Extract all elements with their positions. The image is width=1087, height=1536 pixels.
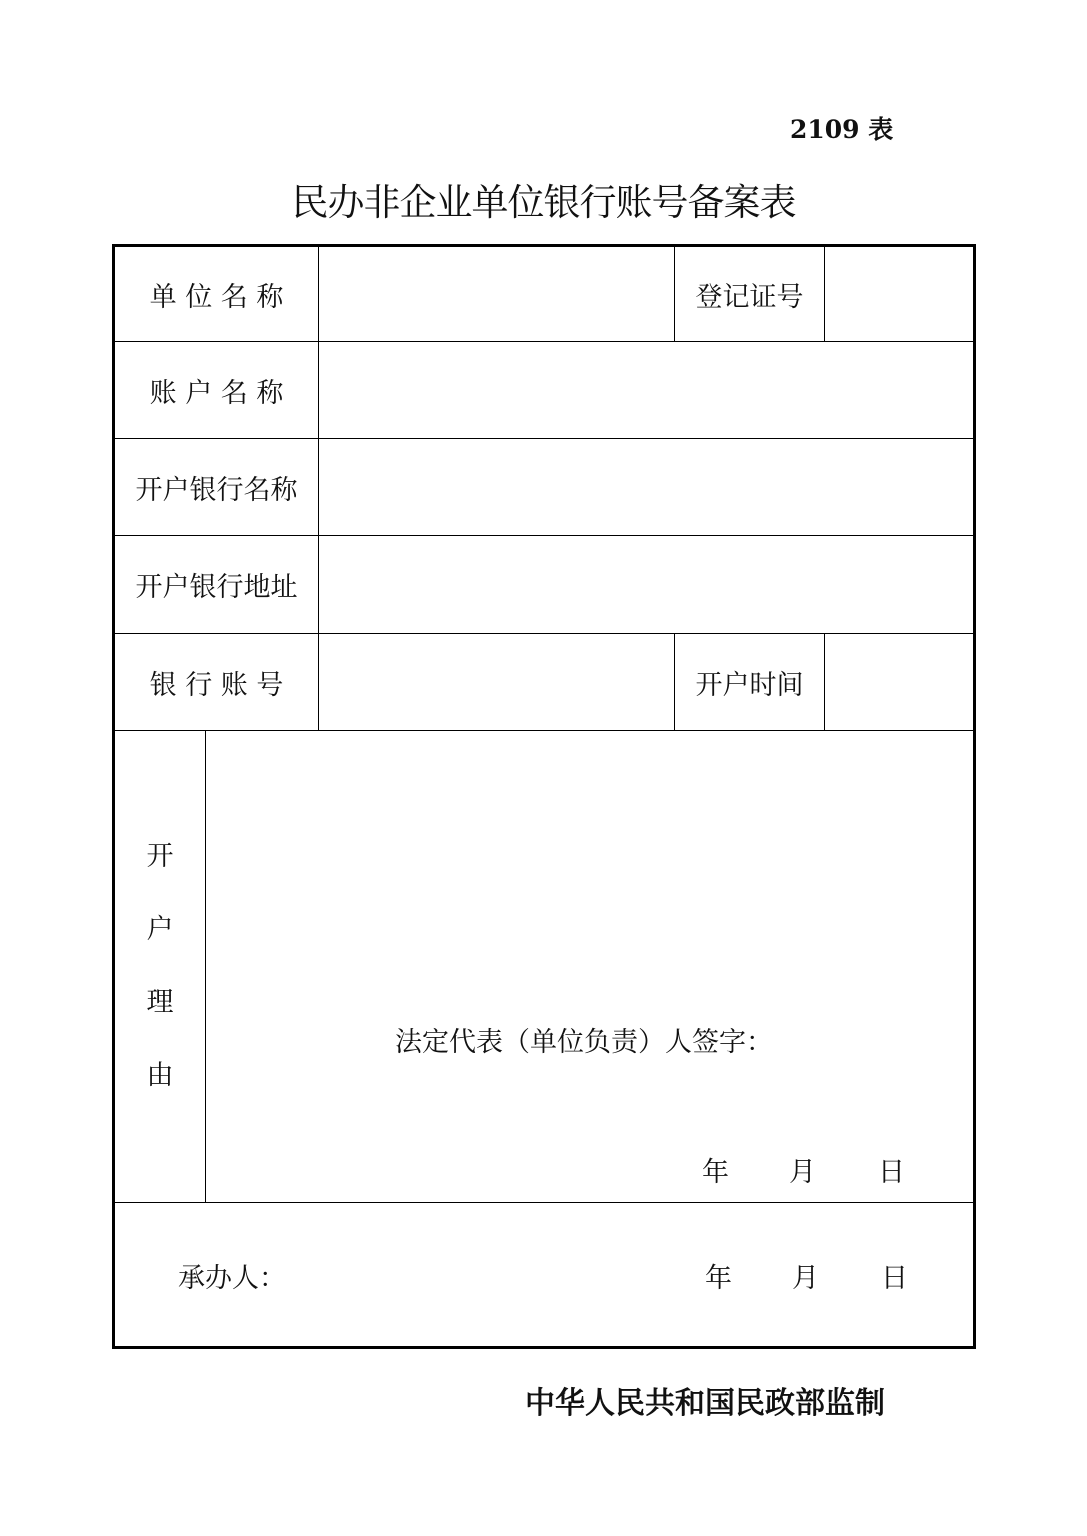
open-date-label: 开户时间 (695, 669, 804, 701)
page-title: 民办非企业单位银行账号备案表 (291, 181, 796, 224)
row-divider (112, 1202, 976, 1203)
bank-address-field[interactable] (319, 536, 973, 633)
reason-char: 户 (146, 914, 174, 945)
handler-date-year: 年 (705, 1263, 732, 1294)
handler-label: 承办人： (178, 1263, 286, 1294)
reason-char: 开 (146, 841, 174, 872)
open-date-field[interactable] (825, 634, 973, 730)
opening-reason-field[interactable] (206, 731, 973, 1001)
account-name-field[interactable] (319, 342, 973, 438)
unit-name-label: 单 位 名 称 (149, 281, 284, 313)
registration-no-label: 登记证号 (695, 281, 804, 313)
registration-no-field[interactable] (825, 247, 973, 341)
signature-date-day: 日 (878, 1157, 905, 1188)
bank-name-field[interactable] (319, 439, 973, 535)
form-number: 2109 表 (790, 115, 894, 144)
signature-date-month: 月 (789, 1157, 816, 1188)
handler-date-month: 月 (792, 1263, 819, 1294)
handler-date-day: 日 (881, 1263, 908, 1294)
reason-char: 理 (146, 987, 174, 1018)
signature-date-year: 年 (702, 1157, 729, 1188)
opening-reason-label (137, 830, 183, 1122)
unit-name-field[interactable] (319, 247, 674, 341)
handler-field[interactable] (290, 1245, 650, 1300)
issuer-footer: 中华人民共和国民政部监制 (525, 1386, 885, 1421)
account-no-label: 银 行 账 号 (149, 669, 284, 701)
reason-char: 由 (146, 1060, 174, 1091)
bank-address-label: 开户银行地址 (135, 572, 298, 603)
signature-field[interactable] (790, 1012, 970, 1062)
account-name-label: 账 户 名 称 (149, 377, 284, 409)
bank-name-label: 开户银行名称 (135, 474, 298, 506)
account-no-field[interactable] (319, 634, 674, 730)
legal-representative-signature-label: 法定代表（单位负责）人签字： (395, 1027, 773, 1058)
